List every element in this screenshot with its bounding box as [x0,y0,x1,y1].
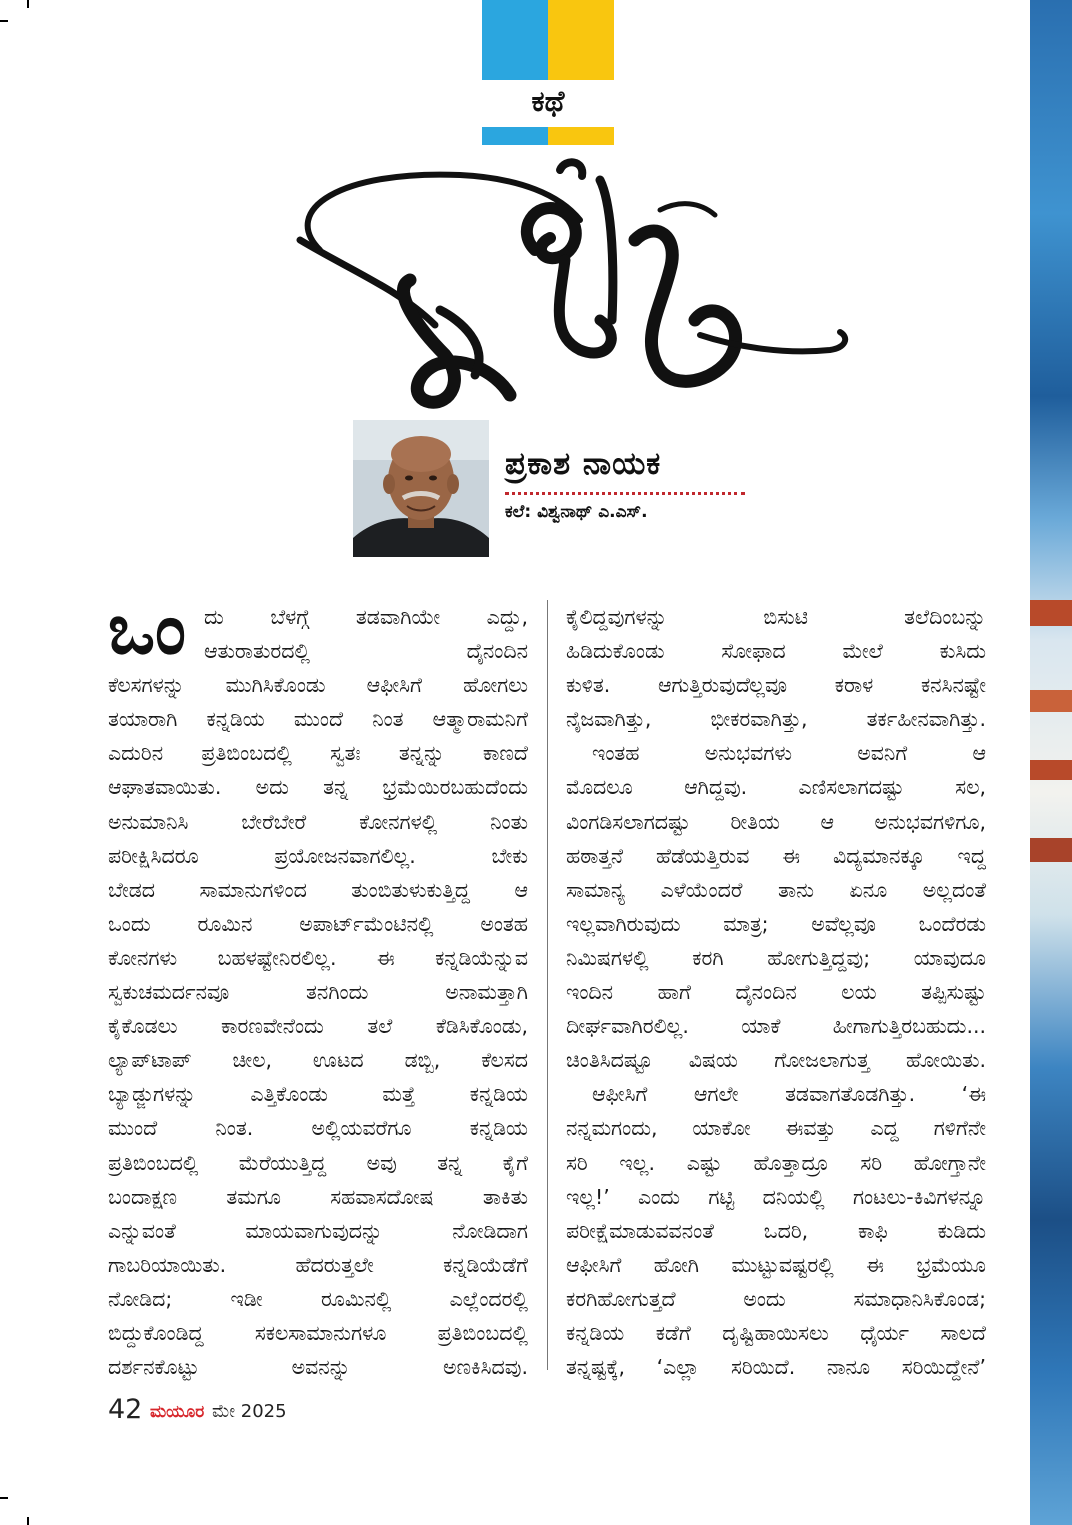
category-block-blue [482,0,548,80]
body-text-line: ಕೈಲಿದ್ದವುಗಳನ್ನು ಬಿಸುಟಿ ತಲೆದಿಂಬನ್ನು [566,605,986,629]
body-text-line: ಕನ್ನಡಿಯ ಕಡೆಗೆ ದೃಷ್ಟಿಹಾಯಿಸಲು ಧೈರ್ಯ ಸಾಲದೆ [566,1320,986,1345]
body-text-line: ಪರೀಕ್ಷೆಮಾಡುವವನಂತೆ ಒದರಿ, ಕಾಫಿ ಕುಡಿದು [566,1218,986,1243]
body-text-line: ದು ಬೆಳಗ್ಗೆ ತಡವಾಗಿಯೇ ಎದ್ದು, [204,605,528,629]
body-text-line: ಆತುರಾತುರದಲ್ಲಿ ದೈನಂದಿನ [204,639,528,664]
body-text-line: ಮುಂದೆ ನಿಂತ. ಅಲ್ಲಿಯವರೆಗೂ ಕನ್ನಡಿಯ [108,1116,528,1141]
body-text-line: ಕೈಕೊಡಲು ಕಾರಣವೇನೆಂದು ತಲೆ ಕೆಡಿಸಿಕೊಂಡು, [108,1014,528,1039]
body-text-line: ತನ್ನಷ್ಟಕ್ಕೆ, ‘ಎಲ್ಲಾ ಸರಿಯಿದೆ. ನಾನೂ ಸರಿಯಿದ್ದೇನೆ’ [566,1355,986,1380]
crop-mark [0,1497,8,1499]
body-text-line: ಕರಗಿಹೋಗುತ್ತದೆ ಅಂದು ಸಮಾಧಾನಿಸಿಕೊಂಡ; [566,1286,986,1311]
body-text-line: ದರ್ಶನಕೊಟ್ಟು ಅವನನ್ನು ಅಣಕಿಸಿದವು. [108,1355,528,1380]
magazine-brand: ಮಯೂರ [150,1402,205,1422]
body-text-line: ಇಲ್ಲ!’ ಎಂದು ಗಟ್ಟಿ ದನಿಯಲ್ಲಿ ಗಂಟಲು-ಕಿವಿಗಳನ್ನೂ [566,1184,986,1209]
body-text-line: ಹಠಾತ್ತನೆ ಹೆಡೆಯತ್ತಿರುವ ಈ ವಿದ್ಯಮಾನಕ್ಕೂ ಇದ್ದ [566,843,986,868]
body-text-line: ಬಿದ್ದುಕೊಂಡಿದ್ದ ಸಕಲಸಾಮಾನುಗಳೂ ಪ್ರತಿಬಿಂಬದಲ್ಲಿ [108,1320,528,1345]
body-text-line: ಬೇಡದ ಸಾಮಾನುಗಳಿಂದ ತುಂಬಿತುಳುಕುತ್ತಿದ್ದ ಆ [108,877,528,902]
artwork-brick [1030,760,1072,780]
body-text-line: ದೀರ್ಘವಾಗಿರಲಿಲ್ಲ. ಯಾಕೆ ಹೀಗಾಗುತ್ತಿರಬಹುದು... [566,1014,986,1039]
body-text-line: ಸ್ವಕುಚಮರ್ದನವೂ ತನಗಿಂದು ಅನಾಮತ್ತಾಗಿ [108,980,528,1005]
category-label: ಕಥೆ [531,84,565,118]
artwork-brick [1030,838,1072,862]
body-text-line: ನೋಡಿದ; ಇಡೀ ರೂಮಿನಲ್ಲಿ ಎಲ್ಲೆಂದರಲ್ಲಿ [108,1286,528,1311]
body-text-line: ಮೊದಲೂ ಆಗಿದ್ದವು. ಎಣಿಸಲಾಗದಷ್ಟು ಸಲ, [566,775,986,800]
body-text-line: ಕೆಲಸಗಳನ್ನು ಮುಗಿಸಿಕೊಂಡು ಆಫೀಸಿಗೆ ಹೋಗಲು [108,673,528,698]
body-text-line: ಹಿಡಿದುಕೊಂಡು ಸೋಫಾದ ಮೇಲೆ ಕುಸಿದು [566,639,986,664]
body-text-line: ಆಘಾತವಾಯಿತು. ಅದು ತನ್ನ ಭ್ರಮೆಯಿರಬಹುದೆಂದು [108,775,528,800]
body-text-line: ಆಫೀಸಿಗೆ ಆಗಲೇ ತಡವಾಗತೊಡಗಿತ್ತು. ‘ಈ [592,1082,986,1107]
body-text-line: ಇಂದಿನ ಹಾಗೆ ದೈನಂದಿನ ಲಯ ತಪ್ಪಿಸುಷ್ಟು [566,980,986,1005]
author-name: ಪ್ರಕಾಶ ನಾಯಕ [505,446,662,482]
body-text-line: ಬಂದಾಕ್ಷಣ ತಮಗೂ ಸಹವಾಸದೋಷ ತಾಕಿತು [108,1184,528,1209]
body-text-line: ವಿಂಗಡಿಸಲಾಗದಷ್ಟು ರೀತಿಯ ಆ ಅನುಭವಗಳಿಗೂ, [566,809,986,834]
body-text-line: ಬ್ಯಾಡ್ಜುಗಳನ್ನು ಎತ್ತಿಕೊಂಡು ಮತ್ತೆ ಕನ್ನಡಿಯ [108,1082,528,1107]
body-text-line: ನಿಮಿಷಗಳಲ್ಲಿ ಕರಗಿ ಹೋಗುತ್ತಿದ್ದವು; ಯಾವುದೂ [566,945,986,970]
page-number: 42 [108,1394,143,1425]
drop-cap: ಒಂ [108,588,187,670]
crop-mark [0,20,8,22]
issue-date: ಮೇ 2025 [212,1401,287,1422]
body-text-line: ಕುಳಿತ. ಆಗುತ್ತಿರುವುದೆಲ್ಲವೂ ಕರಾಳ ಕನಸಿನಷ್ಟೇ [566,673,986,698]
body-text-line: ಸರಿ ಇಲ್ಲ. ಎಷ್ಟು ಹೊತ್ತಾದ್ರೂ ಸರಿ ಹೋಗ್ತಾನೇ [566,1150,986,1175]
artwork-brick [1030,600,1072,626]
body-text-line: ಅನುಮಾನಿಸಿ ಬೇರೆಬೇರೆ ಕೋನಗಳಲ್ಲಿ ನಿಂತು [108,809,528,834]
body-column-left [108,600,528,1384]
body-text-line: ಪ್ರತಿಬಿಂಬದಲ್ಲಿ ಮೆರೆಯುತ್ತಿದ್ದ ಅವು ತನ್ನ ಕೈಗೆ [108,1150,528,1175]
column-divider [547,600,548,1370]
body-text-line: ನನ್ನಮಗಂದು, ಯಾಕೋ ಈವತ್ತು ಎದ್ದ ಗಳಿಗೆನೇ [566,1116,986,1141]
body-text-line: ಎನ್ನುವಂತೆ ಮಾಯವಾಗುವುದನ್ನು ನೋಡಿದಾಗ [108,1218,528,1243]
body-text-line: ಚಿಂತಿಸಿದಷ್ಟೂ ವಿಷಯ ಗೋಜಲಾಗುತ್ತ ಹೋಯಿತು. [566,1048,986,1073]
body-text-line: ಒಂದು ರೂಮಿನ ಅಪಾರ್ಟ್‌ಮೆಂಟಿನಲ್ಲಿ ಅಂತಹ [108,911,528,936]
artwork-brick [1030,690,1072,712]
body-text-line: ನೈಜವಾಗಿತ್ತು, ಭೀಕರವಾಗಿತ್ತು, ತರ್ಕಹೀನವಾಗಿತ್ತು. [566,707,986,732]
body-text-line: ಲ್ಯಾಪ್‌ಟಾಪ್ ಚೀಲ, ಊಟದ ಡಬ್ಬಿ, ಕೆಲಸದ [108,1048,528,1073]
body-text-line: ಗಾಬರಿಯಾಯಿತು. ಹೆದರುತ್ತಲೇ ಕನ್ನಡಿಯೆಡೆಗೆ [108,1252,528,1277]
author-photo [353,420,489,557]
author-divider [505,492,745,495]
body-text-line: ಪರೀಕ್ಷಿಸಿದರೂ ಪ್ರಯೋಜನವಾಗಲಿಲ್ಲ. ಬೇಕು [108,843,528,868]
body-text-line: ಇಂತಹ ಅನುಭವಗಳು ಅವನಿಗೆ ಆ [592,741,986,766]
body-column-right [566,600,986,1384]
story-title-calligraphy [260,140,860,430]
body-text-line: ತಯಾರಾಗಿ ಕನ್ನಡಿಯ ಮುಂದೆ ನಿಂತ ಆತ್ಮಾರಾಮನಿಗೆ [108,707,528,732]
artist-credit: ಕಲೆ: ವಿಶ್ವನಾಥ್ ಎ.ಎಸ್. [505,502,648,522]
category-block-yellow [548,0,614,80]
body-text-line: ಎದುರಿನ ಪ್ರತಿಬಿಂಬದಲ್ಲಿ ಸ್ವತಃ ತನ್ನನ್ನು ಕಾಣದೆ [108,741,528,766]
crop-mark [27,0,29,8]
body-text-line: ಆಫೀಸಿಗೆ ಹೋಗಿ ಮುಟ್ಟುವಷ್ಟರಲ್ಲಿ ಈ ಭ್ರಮೆಯೂ [566,1252,986,1277]
crop-mark [27,1517,29,1525]
body-text-line: ಇಲ್ಲವಾಗಿರುವುದು ಮಾತ್ರ; ಅವೆಲ್ಲವೂ ಒಂದೆರಡು [566,911,986,936]
body-text-line: ಕೋನಗಳು ಬಹಳಷ್ಟೇನಿರಲಿಲ್ಲ. ಈ ಕನ್ನಡಿಯೆನ್ನುವ [108,945,528,970]
body-text-line: ಸಾಮಾನ್ಯ ಎಳೆಯೆಂದರೆ ತಾನು ಏನೂ ಅಲ್ಲದಂತೆ [566,877,986,902]
